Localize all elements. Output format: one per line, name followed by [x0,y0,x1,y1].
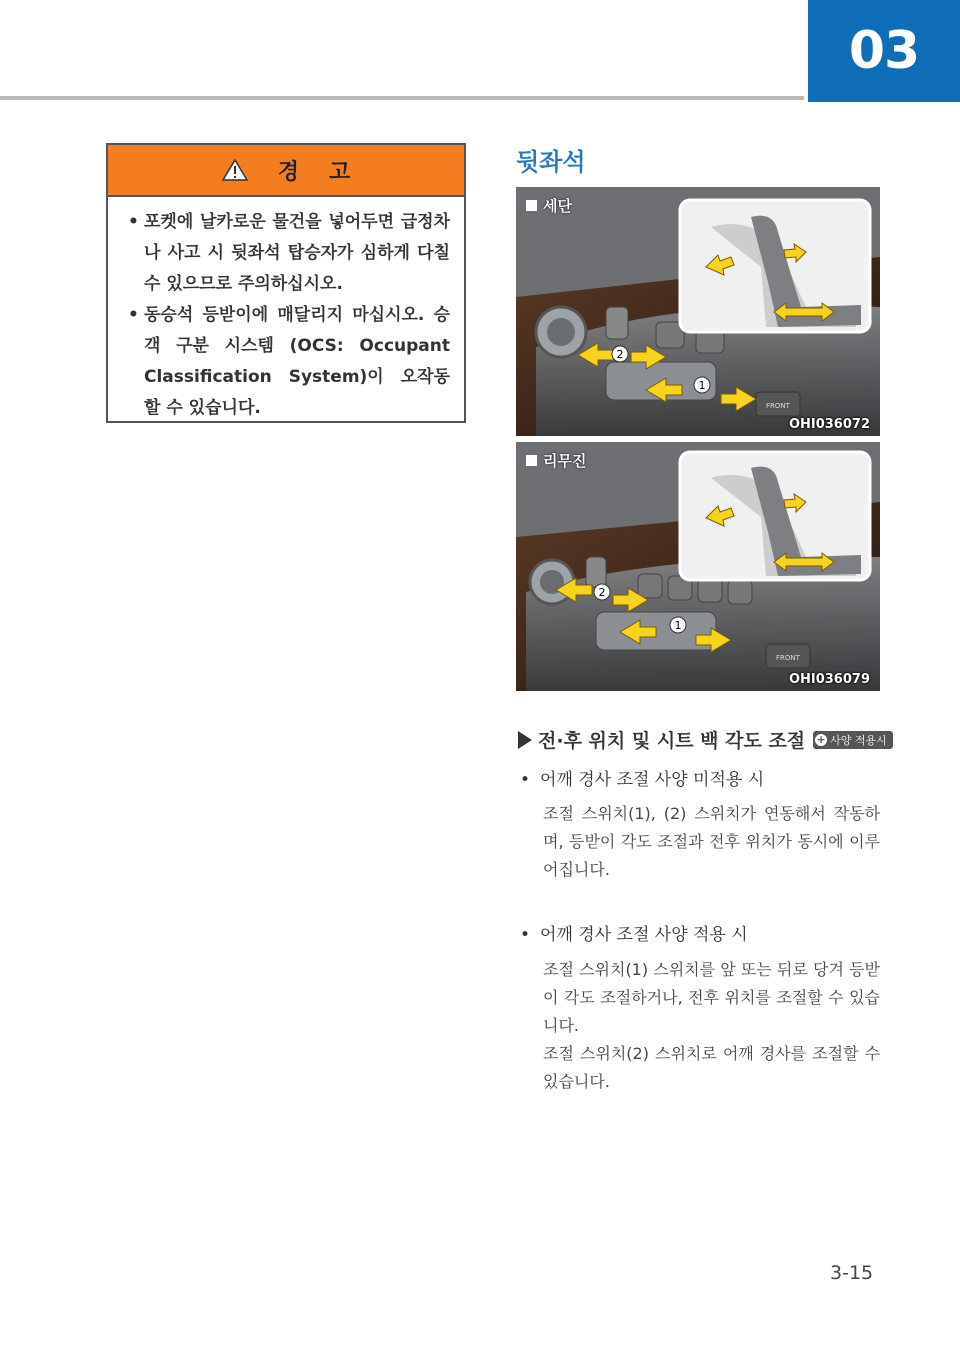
bullet-text: 조절 스위치(2) 스위치로 어깨 경사를 조절할 수 있습니다. [543,1044,880,1091]
bullet-title: • 어깨 경사 조절 사양 적용 시 [520,920,748,945]
section-title: 뒷좌석 [516,148,586,176]
svg-text:FRONT: FRONT [776,654,800,662]
bullet-text: 조절 스위치(1) 스위치를 앞 또는 뒤로 당겨 등받이 각도 조절하거나, 전후 위치를 조절할 수 있습니다. [543,960,880,1035]
svg-text:FRONT: FRONT [766,402,790,410]
warning-header [108,145,464,197]
seat-switch-photo-limousine [516,442,880,691]
warning-item: • 동승석 등받이에 매달리지 마십시오. 승객 구분 시스템 (OCS: Occupant Classification System)이 오작동 할 수 있습니다. [128,300,450,424]
photo-tag-limousine [526,450,586,471]
badge-text: 사양 적용시 [830,733,887,747]
header-rule [0,96,804,100]
chapter-tab: 03 [808,0,960,102]
warning-title-left: 경 [277,159,299,185]
warning-box [106,143,466,423]
svg-text:2: 2 [616,348,624,361]
subheading-text: 전·후 위치 및 시트 백 각도 조절 [538,730,806,752]
bullet-text: 조절 스위치(1), (2) 스위치가 연동해서 작동하며, 등받이 각도 조절과 전후 위치가 동시에 이루어집니다. [543,804,880,879]
subheading [518,726,893,753]
square-icon [526,200,537,211]
seat-switch-photo-sedan [516,187,880,436]
warning-item: • 포켓에 날카로운 물건을 넣어두면 급정차나 사고 시 뒷좌석 탑승자가 심하게 다칠 수 있으므로 주의하십시오. [128,207,450,300]
option-badge [813,731,893,749]
warning-triangle-icon [222,159,248,181]
plus-icon: + [816,732,826,746]
photo-code: OHI036079 [788,672,870,687]
svg-text:2: 2 [598,586,606,599]
triangle-right-icon [518,731,532,749]
photo-code: OHI036072 [788,417,870,432]
photo-tag-label: 리무진 [543,452,587,470]
photo-tag-label: 세단 [543,197,572,215]
square-icon [526,455,537,466]
bullet-title: • 어깨 경사 조절 사양 미적용 시 [520,765,764,790]
photo-tag-sedan [526,195,572,216]
svg-text:1: 1 [674,619,682,632]
page-number: 3-15 [830,1262,874,1284]
svg-text:1: 1 [698,379,706,392]
warning-title-right: 고 [329,159,351,185]
warning-list [108,197,464,424]
